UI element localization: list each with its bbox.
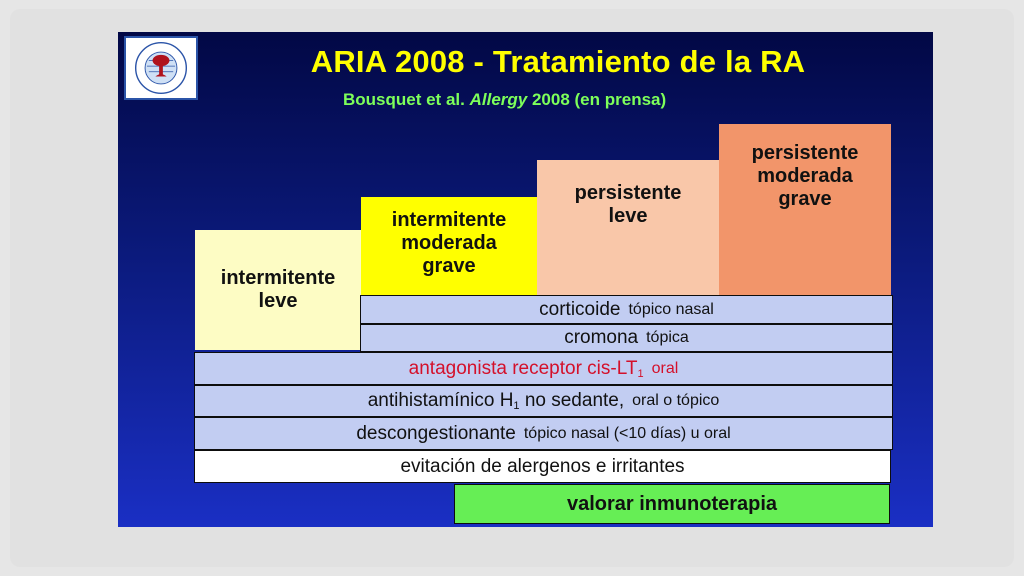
treatment-antagonista [194,352,893,385]
treatment-corticoide-main: corticoide [539,298,621,320]
treatment-antagonista-main-text: antagonista receptor cis-LT [408,357,638,379]
subtitle-authors: Bousquet et al. [343,90,465,109]
treatment-evitacion [194,450,891,483]
treatment-antagonista-subscript: 1 [637,367,644,380]
treatment-antihistaminico-detail: oral o tópico [632,392,720,409]
treatment-descongestionante-detail: tópico nasal (<10 días) u oral [523,424,731,442]
severity-intermitente-moderada-grave: intermitente moderada grave [361,197,537,295]
treatment-antihistaminico [194,385,893,417]
slide-title: ARIA 2008 - Tratamiento de la RA [310,44,806,79]
slide-subtitle [343,90,666,110]
treatment-antihistaminico-main-after: no sedante, [519,390,625,411]
treatment-descongestionante-main: descongestionante [356,422,516,444]
treatment-antihistaminico-main-text: antihistamínico H [367,390,514,411]
treatment-cromona-detail: tópica [646,329,689,346]
treatment-antihistaminico-main [368,390,624,412]
treatment-corticoide-detail: tópico nasal [628,300,714,318]
severity-persistente-moderada-grave: persistente moderada grave [719,124,891,295]
treatment-cromona [360,324,893,352]
treatment-cromona-main: cromona [564,327,639,348]
subtitle-journal: Allergy [469,90,528,109]
treatment-inmunoterapia-main: valorar inmunoterapia [566,492,778,515]
severity-persistente-leve: persistente leve [537,160,719,295]
subtitle-year: 2008 (en prensa) [531,90,667,109]
treatment-inmunoterapia [454,484,890,524]
treatment-antihistaminico-subscript: 1 [513,400,520,412]
treatment-corticoide [360,295,893,324]
severity-intermitente-leve: intermitente leve [195,230,361,350]
treatment-antagonista-main [409,358,644,380]
slide [118,32,933,527]
treatment-antagonista-detail: oral [651,359,679,377]
treatment-evitacion-main: evitación de alergenos e irritantes [400,455,685,477]
treatment-descongestionante [194,417,893,450]
